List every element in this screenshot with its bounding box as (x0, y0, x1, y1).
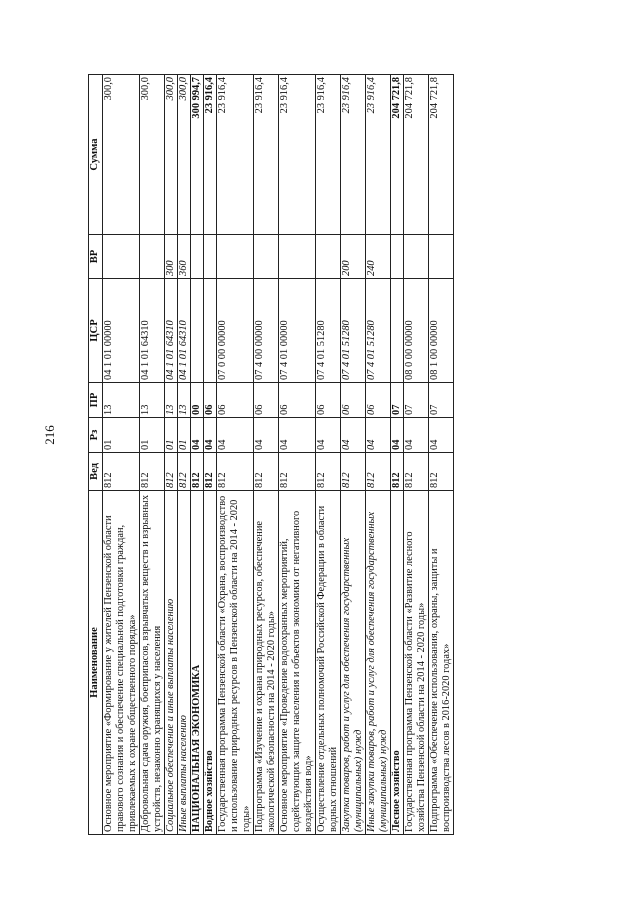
cell-vedomstvo: 812 (191, 453, 204, 491)
table-row (316, 75, 341, 835)
cell-csr (391, 279, 404, 383)
cell-name: Основное мероприятие «Проведение водоохранных мероприятий, содействующих защите населения и объектов экономики от негативного воздействия вод» (279, 491, 316, 835)
rotated-table-container (88, 75, 528, 835)
cell-pr: 07 (391, 383, 404, 418)
cell-vedomstvo: 812 (254, 453, 279, 491)
cell-vedomstvo: 812 (140, 453, 165, 491)
header-csr: ЦСР (89, 279, 103, 383)
cell-summa: 23 916,4 (217, 75, 254, 235)
cell-rz: 04 (366, 418, 391, 453)
cell-csr: 07 4 01 51280 (341, 279, 366, 383)
cell-csr: 04 1 01 64310 (178, 279, 191, 383)
cell-name: Водное хозяйство (204, 491, 217, 835)
cell-csr: 07 4 01 51280 (366, 279, 391, 383)
cell-vedomstvo: 812 (341, 453, 366, 491)
cell-vr: 300 (165, 235, 178, 279)
cell-rz: 04 (191, 418, 204, 453)
cell-name: Подпрограмма «Изучение и охрана природных ресурсов, обеспечение экологической безопасности на 2014 - 2020 годы» (254, 491, 279, 835)
table-row (191, 75, 204, 835)
cell-vedomstvo: 812 (217, 453, 254, 491)
cell-vedomstvo: 812 (391, 453, 404, 491)
header-vedomstvo: Вед (89, 453, 103, 491)
cell-vedomstvo: 812 (165, 453, 178, 491)
cell-vedomstvo: 812 (316, 453, 341, 491)
cell-name: Добровольная сдача оружия, боеприпасов, взрывчатых веществ и взрывных устройств, незаконно хранящихся у населения (140, 491, 165, 835)
cell-vedomstvo: 812 (178, 453, 191, 491)
cell-pr: 06 (316, 383, 341, 418)
cell-pr: 06 (366, 383, 391, 418)
cell-rz: 01 (103, 418, 140, 453)
cell-name: Иные закупки товаров, работ и услуг для обеспечения государственных (муниципальных) нужд (366, 491, 391, 835)
cell-summa: 204 721,8 (391, 75, 404, 235)
cell-csr: 07 4 00 00000 (254, 279, 279, 383)
table-row (404, 75, 429, 835)
cell-rz: 04 (429, 418, 454, 453)
table-row (341, 75, 366, 835)
cell-pr: 06 (217, 383, 254, 418)
cell-name: Лесное хозяйство (391, 491, 404, 835)
cell-pr: 13 (178, 383, 191, 418)
cell-rz: 04 (341, 418, 366, 453)
table-row (204, 75, 217, 835)
cell-vr (279, 235, 316, 279)
cell-summa: 204 721,8 (404, 75, 429, 235)
table-header-row (89, 75, 103, 835)
table-row (140, 75, 165, 835)
cell-csr: 08 1 00 00000 (429, 279, 454, 383)
cell-rz: 04 (316, 418, 341, 453)
cell-summa: 300,0 (178, 75, 191, 235)
table-row (217, 75, 254, 835)
header-summa: Сумма (89, 75, 103, 235)
cell-rz: 01 (178, 418, 191, 453)
cell-vedomstvo: 812 (366, 453, 391, 491)
cell-vr: 360 (178, 235, 191, 279)
cell-summa: 23 916,4 (279, 75, 316, 235)
cell-vedomstvo: 812 (404, 453, 429, 491)
cell-summa: 300,0 (103, 75, 140, 235)
cell-pr: 06 (279, 383, 316, 418)
cell-name: Социальное обеспечение и иные выплаты населению (165, 491, 178, 835)
cell-vedomstvo: 812 (429, 453, 454, 491)
cell-summa: 300 994,7 (191, 75, 204, 235)
cell-name: Иные выплаты населению (178, 491, 191, 835)
cell-csr: 08 0 00 00000 (404, 279, 429, 383)
table-row (103, 75, 140, 835)
cell-csr: 04 1 01 64310 (140, 279, 165, 383)
cell-csr: 07 0 00 00000 (217, 279, 254, 383)
table-row (254, 75, 279, 835)
cell-csr (204, 279, 217, 383)
cell-rz: 04 (404, 418, 429, 453)
cell-pr: 13 (165, 383, 178, 418)
cell-vr (316, 235, 341, 279)
table-row (178, 75, 191, 835)
table-row (391, 75, 404, 835)
cell-vedomstvo: 812 (204, 453, 217, 491)
cell-summa: 23 916,4 (341, 75, 366, 235)
cell-name: НАЦИОНАЛЬНАЯ ЭКОНОМИКА (191, 491, 204, 835)
cell-csr: 04 1 01 64310 (165, 279, 178, 383)
cell-csr: 07 4 01 00000 (279, 279, 316, 383)
cell-pr: 07 (429, 383, 454, 418)
cell-rz: 01 (140, 418, 165, 453)
table-row (366, 75, 391, 835)
cell-summa: 23 916,4 (366, 75, 391, 235)
table-row (279, 75, 316, 835)
cell-vr: 200 (341, 235, 366, 279)
cell-name: Государственная программа Пензенской области «Охрана, воспроизводство и использование природных ресурсов в Пензенской области на 2014 - 2020 годы» (217, 491, 254, 835)
cell-vr (429, 235, 454, 279)
cell-vedomstvo: 812 (279, 453, 316, 491)
header-rz: Рз (89, 418, 103, 453)
cell-pr: 06 (341, 383, 366, 418)
page-number: 216 (42, 425, 57, 445)
cell-summa: 300,0 (165, 75, 178, 235)
cell-vr (391, 235, 404, 279)
budget-table (88, 74, 454, 835)
table-row (429, 75, 454, 835)
cell-vr (254, 235, 279, 279)
cell-pr: 13 (103, 383, 140, 418)
cell-rz: 04 (204, 418, 217, 453)
cell-vr (191, 235, 204, 279)
cell-rz: 01 (165, 418, 178, 453)
cell-name: Государственная программа Пензенской области «Развитие лесного хозяйства Пензенской области на 2014 - 2020 годы» (404, 491, 429, 835)
cell-vr (217, 235, 254, 279)
cell-vr (404, 235, 429, 279)
cell-summa: 204 721,8 (429, 75, 454, 235)
cell-summa: 23 916,4 (254, 75, 279, 235)
cell-pr: 06 (254, 383, 279, 418)
cell-pr: 07 (404, 383, 429, 418)
cell-vedomstvo: 812 (103, 453, 140, 491)
cell-name: Закупка товаров, работ и услуг для обеспечения государственных (муниципальных) нужд (341, 491, 366, 835)
cell-vr (204, 235, 217, 279)
cell-pr: 00 (191, 383, 204, 418)
cell-summa: 300,0 (140, 75, 165, 235)
cell-vr (140, 235, 165, 279)
cell-csr: 04 1 01 00000 (103, 279, 140, 383)
header-vr: ВР (89, 235, 103, 279)
cell-rz: 04 (391, 418, 404, 453)
cell-pr: 13 (140, 383, 165, 418)
cell-csr: 07 4 01 51280 (316, 279, 341, 383)
cell-name: Осуществление отдельных полномочий Российской Федерации в области водных отношений (316, 491, 341, 835)
cell-name: Подпрограмма «Обеспечение использования, охраны, защиты и воспроизводства лесов в 2016-2020 годах» (429, 491, 454, 835)
cell-rz: 04 (254, 418, 279, 453)
table-row (165, 75, 178, 835)
cell-vr: 240 (366, 235, 391, 279)
cell-vr (103, 235, 140, 279)
header-pr: ПР (89, 383, 103, 418)
cell-csr (191, 279, 204, 383)
cell-pr: 06 (204, 383, 217, 418)
header-name: Наименование (89, 491, 103, 835)
cell-rz: 04 (279, 418, 316, 453)
cell-rz: 04 (217, 418, 254, 453)
cell-summa: 23 916,4 (204, 75, 217, 235)
cell-summa: 23 916,4 (316, 75, 341, 235)
cell-name: Основное мероприятие «Формирование у жителей Пензенской области правового сознания и обеспечение специальной подготовки граждан, привлекаемых к охране общественного порядка» (103, 491, 140, 835)
